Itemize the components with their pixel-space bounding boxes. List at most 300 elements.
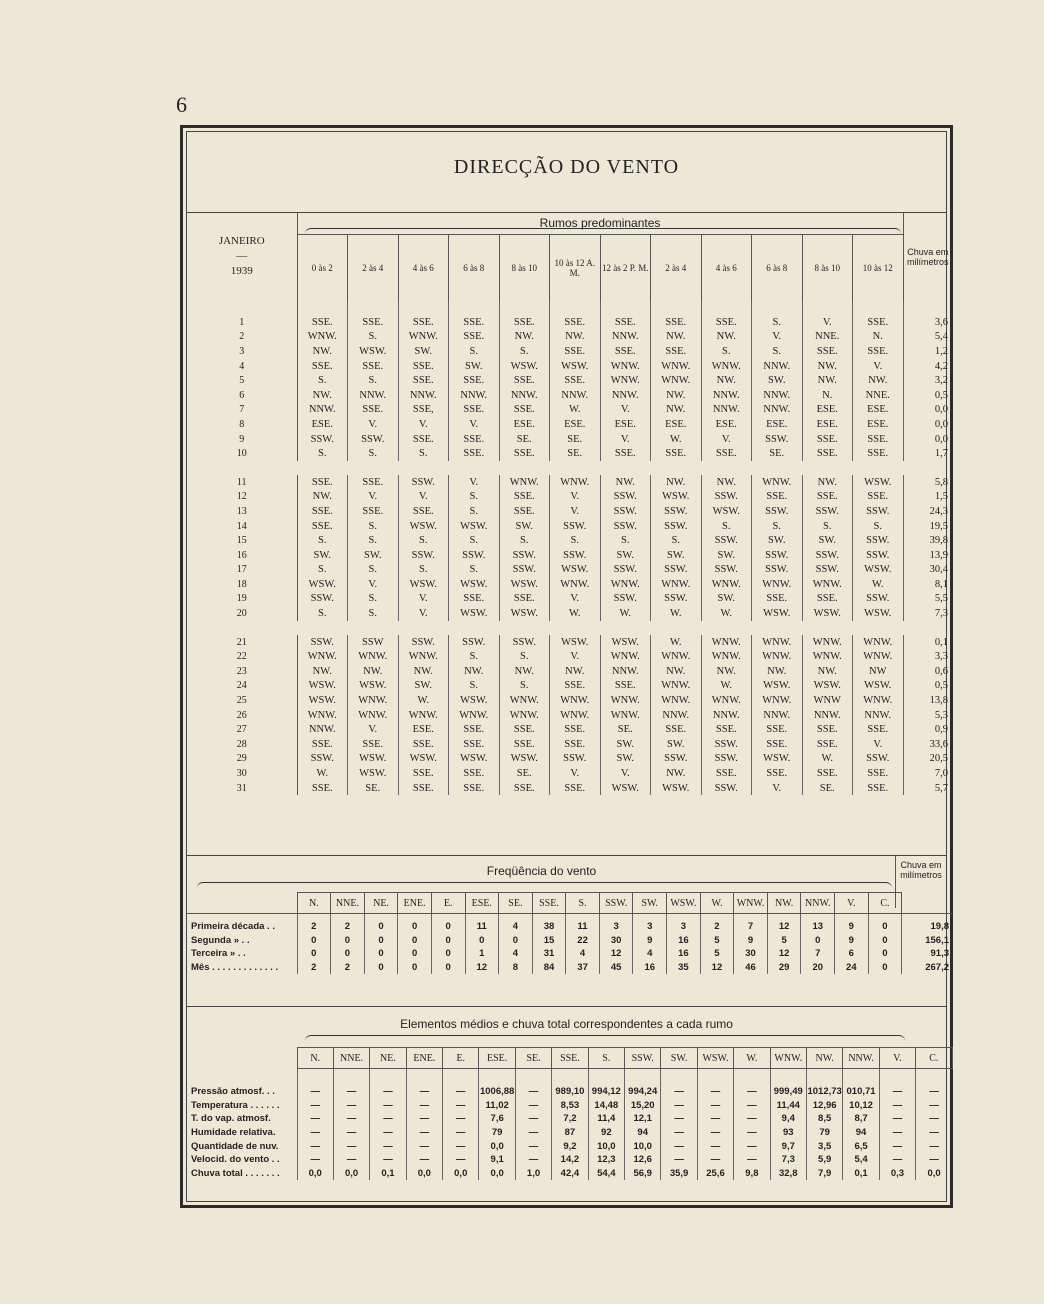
element-cell: — (333, 1112, 369, 1126)
period-header: 2 às 4 (348, 235, 399, 302)
element-cell: 0,0 (297, 1167, 333, 1181)
element-cell: 0,0 (333, 1167, 369, 1181)
direction-cell: SSE. (499, 592, 550, 607)
direction-cell: S. (348, 533, 399, 548)
element-cell: 010,71 (843, 1069, 879, 1099)
element-cell: — (661, 1126, 697, 1140)
element-cell: 0,0 (443, 1167, 479, 1181)
direction-cell: SSE. (853, 432, 904, 447)
direction-cell: WNW. (651, 373, 702, 388)
frequency-cell: 30 (734, 947, 768, 961)
element-cell: 0,0 (406, 1167, 442, 1181)
day-number: 4 (187, 359, 297, 374)
year-label: 1939 (230, 265, 253, 277)
direction-cell: SSE. (499, 722, 550, 737)
direction-cell: WNW. (499, 475, 550, 490)
rain-cell: 156,1 (902, 934, 952, 948)
direction-cell: SSE. (499, 781, 550, 796)
element-cell: — (297, 1126, 333, 1140)
direction-header: NW. (767, 893, 801, 914)
direction-cell: WSW. (802, 606, 853, 621)
frequency-rain-header: Chuva em milímetros (895, 856, 946, 908)
element-cell: 12,96 (806, 1099, 842, 1113)
frequency-cell: 0 (297, 934, 331, 948)
direction-cell: NW. (853, 373, 904, 388)
direction-cell: SW. (752, 373, 803, 388)
element-cell: — (916, 1153, 952, 1167)
direction-cell: NNW. (449, 388, 500, 403)
direction-cell: V. (802, 301, 853, 330)
frequency-cell: 0 (398, 914, 432, 934)
direction-header: NNE. (333, 1048, 369, 1069)
direction-header: SSW. (599, 893, 633, 914)
day-row (187, 548, 952, 563)
row-label: Primeira década . . (191, 921, 275, 933)
frequency-row (187, 914, 952, 934)
frequency-cell: 0 (431, 947, 465, 961)
element-cell: — (370, 1099, 406, 1113)
day-row (187, 403, 952, 418)
direction-cell: SSE. (651, 344, 702, 359)
element-cell: — (734, 1126, 770, 1140)
row-label: Segunda » . . (191, 934, 250, 946)
element-row (187, 1153, 952, 1167)
element-cell: 0,0 (479, 1139, 515, 1153)
blank-header (187, 893, 297, 914)
element-cell: — (443, 1112, 479, 1126)
direction-cell: SSE. (550, 679, 601, 694)
frequency-cell: 12 (767, 947, 801, 961)
direction-cell: S. (449, 679, 500, 694)
day-row (187, 722, 952, 737)
direction-cell: NW. (550, 330, 601, 345)
direction-cell: SSE. (853, 344, 904, 359)
day-number: 2 (187, 330, 297, 345)
rain-cell: 0,5 (903, 679, 952, 694)
element-row (187, 1112, 952, 1126)
direction-cell: SSW (348, 635, 399, 650)
direction-cell: NW. (651, 388, 702, 403)
direction-cell: SW. (348, 548, 399, 563)
period-header: 4 às 6 (398, 235, 449, 302)
element-cell: — (879, 1112, 915, 1126)
direction-cell: SSW. (600, 563, 651, 578)
direction-cell: WSW. (550, 359, 601, 374)
frequency-cell: 0 (297, 947, 331, 961)
direction-cell: NNW. (853, 708, 904, 723)
direction-cell: WSW. (853, 475, 904, 490)
direction-cell: SSE. (348, 475, 399, 490)
direction-cell: SSW. (752, 432, 803, 447)
rain-cell: 5,4 (903, 330, 952, 345)
direction-header: W. (734, 1048, 770, 1069)
rain-cell: 0,0 (903, 403, 952, 418)
day-number: 22 (187, 649, 297, 664)
element-cell: — (333, 1099, 369, 1113)
direction-cell: WNW. (802, 649, 853, 664)
day-row (187, 737, 952, 752)
day-number: 19 (187, 592, 297, 607)
day-number: 5 (187, 373, 297, 388)
element-cell: 35,9 (661, 1167, 697, 1181)
frequency-cell: 1 (465, 947, 499, 961)
direction-cell: SSE. (802, 344, 853, 359)
element-cell: — (734, 1112, 770, 1126)
direction-cell: NW. (651, 330, 702, 345)
direction-cell: WNW. (752, 475, 803, 490)
element-cell: 56,9 (625, 1167, 661, 1181)
direction-cell: SSW. (853, 533, 904, 548)
direction-cell: SSW. (701, 781, 752, 796)
direction-cell: W. (651, 432, 702, 447)
element-cell: 12,3 (588, 1153, 624, 1167)
direction-cell: V. (600, 403, 651, 418)
frequency-cell: 0 (868, 914, 902, 934)
day-number: 13 (187, 504, 297, 519)
direction-cell: SSW. (600, 504, 651, 519)
element-cell: — (734, 1139, 770, 1153)
frequency-cell: 4 (499, 914, 533, 934)
direction-cell: W. (701, 606, 752, 621)
element-cell: — (697, 1112, 733, 1126)
day-row (187, 359, 952, 374)
direction-cell: NW. (398, 664, 449, 679)
element-cell: — (515, 1099, 551, 1113)
direction-cell: WSW. (499, 359, 550, 374)
element-cell: 25,6 (697, 1167, 733, 1181)
direction-cell: SSW. (550, 548, 601, 563)
element-cell: 1012,73 (806, 1069, 842, 1099)
direction-cell: NNW. (651, 708, 702, 723)
direction-cell: WNW. (398, 708, 449, 723)
direction-cell: SSE. (297, 475, 348, 490)
rain-cell: 8,1 (903, 577, 952, 592)
frequency-cell: 0 (868, 947, 902, 961)
direction-cell: S. (348, 519, 399, 534)
element-cell: 0,3 (879, 1167, 915, 1181)
element-cell: 11,02 (479, 1099, 515, 1113)
frequency-brace (197, 882, 892, 891)
day-row (187, 330, 952, 345)
direction-cell: ESE. (853, 417, 904, 432)
day-row (187, 635, 952, 650)
day-number: 9 (187, 432, 297, 447)
direction-cell: SSE. (651, 446, 702, 461)
direction-cell: NW. (651, 403, 702, 418)
direction-cell: SSE. (348, 403, 399, 418)
day-number: 11 (187, 475, 297, 490)
element-cell: 994,12 (588, 1069, 624, 1099)
frequency-cell: 20 (801, 961, 835, 975)
direction-cell: SE. (802, 781, 853, 796)
direction-cell: SSE. (499, 504, 550, 519)
direction-cell: NW (853, 664, 904, 679)
direction-cell: SSE. (449, 432, 500, 447)
direction-cell: WSW. (600, 635, 651, 650)
direction-cell: SSW. (449, 548, 500, 563)
direction-cell: ESE. (550, 417, 601, 432)
direction-cell: SSE. (752, 592, 803, 607)
direction-cell: ESE. (853, 403, 904, 418)
direction-cell: SSE. (701, 446, 752, 461)
frequency-cell: 0 (331, 934, 365, 948)
direction-header: SSE. (552, 1048, 588, 1069)
spacer-cell (187, 461, 952, 475)
frequency-cell: 6 (835, 947, 869, 961)
element-cell: 14,2 (552, 1153, 588, 1167)
direction-cell: SSW. (398, 548, 449, 563)
direction-cell: V. (600, 432, 651, 447)
direction-cell: WNW. (701, 359, 752, 374)
day-number: 3 (187, 344, 297, 359)
direction-cell: SSE. (348, 301, 399, 330)
direction-cell: SW. (600, 548, 651, 563)
direction-cell: NW. (701, 664, 752, 679)
direction-cell: V. (348, 722, 399, 737)
direction-header: SW. (661, 1048, 697, 1069)
element-cell: — (370, 1126, 406, 1140)
frequency-cell: 11 (465, 914, 499, 934)
direction-cell: S. (449, 649, 500, 664)
element-row (187, 1099, 952, 1113)
direction-cell: SSE. (348, 504, 399, 519)
period-header: 10 às 12 A. M. (550, 235, 601, 302)
frequency-table-body (187, 914, 952, 975)
direction-header: WNW. (770, 1048, 806, 1069)
day-number: 16 (187, 548, 297, 563)
direction-cell: W. (550, 403, 601, 418)
direction-cell: SSW. (499, 635, 550, 650)
element-cell: 0,1 (370, 1167, 406, 1181)
direction-cell: SSE. (398, 737, 449, 752)
element-cell: 8,5 (806, 1112, 842, 1126)
direction-cell: WSW. (297, 679, 348, 694)
frequency-cell: 15 (532, 934, 566, 948)
direction-cell: NW. (802, 664, 853, 679)
direction-header: SE. (515, 1048, 551, 1069)
day-row (187, 373, 952, 388)
direction-cell: WNW. (651, 649, 702, 664)
direction-cell: SSW. (853, 592, 904, 607)
direction-cell: ESE. (600, 417, 651, 432)
day-number: 12 (187, 490, 297, 505)
direction-cell: SSW. (600, 490, 651, 505)
direction-cell: SE. (499, 432, 550, 447)
direction-cell: SW. (297, 548, 348, 563)
element-cell: — (370, 1153, 406, 1167)
direction-cell: SSW. (297, 432, 348, 447)
element-cell: 54,4 (588, 1167, 624, 1181)
direction-cell: NNW. (752, 388, 803, 403)
direction-cell: SSW. (600, 592, 651, 607)
day-number: 24 (187, 679, 297, 694)
direction-cell: SSW. (651, 592, 702, 607)
frequency-table (187, 892, 952, 974)
frequency-cell: 0 (499, 934, 533, 948)
direction-cell: ESE. (499, 417, 550, 432)
rain-cell: 5,3 (903, 708, 952, 723)
direction-cell: WSW. (752, 679, 803, 694)
element-cell: — (406, 1112, 442, 1126)
direction-cell: S. (348, 330, 399, 345)
frequency-section (187, 856, 949, 1007)
frequency-cell: 24 (835, 961, 869, 975)
element-cell: 9,2 (552, 1139, 588, 1153)
direction-cell: SSE. (752, 766, 803, 781)
direction-cell: SSE. (398, 301, 449, 330)
frequency-cell: 16 (667, 947, 701, 961)
direction-cell: SSE. (752, 490, 803, 505)
frequency-cell: 0 (801, 934, 835, 948)
period-header: 4 às 6 (701, 235, 752, 302)
elements-title: Elementos médios e chuva total correspondentes a cada rumo (400, 1017, 733, 1031)
frequency-cell: 30 (599, 934, 633, 948)
direction-cell: ESE. (651, 417, 702, 432)
direction-cell: SSE. (449, 737, 500, 752)
frequency-cell: 5 (767, 934, 801, 948)
direction-cell: WSW. (651, 490, 702, 505)
frequency-cell: 4 (499, 947, 533, 961)
day-row (187, 606, 952, 621)
direction-cell: NNW. (752, 403, 803, 418)
direction-cell: WSW. (297, 693, 348, 708)
direction-cell: WNW. (701, 635, 752, 650)
direction-cell: V. (853, 359, 904, 374)
direction-cell: S. (297, 446, 348, 461)
decade-spacer (187, 621, 952, 635)
element-cell: 7,9 (806, 1167, 842, 1181)
direction-header: NNE. (331, 893, 365, 914)
direction-header: ESE. (465, 893, 499, 914)
direction-cell: V. (398, 592, 449, 607)
direction-cell: WSW. (449, 606, 500, 621)
direction-cell: WSW. (853, 563, 904, 578)
direction-cell: WSW. (802, 679, 853, 694)
direction-cell: SSE. (600, 344, 651, 359)
direction-cell: WSW. (752, 752, 803, 767)
day-number: 23 (187, 664, 297, 679)
direction-cell: SSE. (297, 737, 348, 752)
direction-cell: V. (550, 490, 601, 505)
direction-cell: SSW. (701, 533, 752, 548)
direction-cell: SSW. (853, 548, 904, 563)
direction-header: W. (700, 893, 734, 914)
element-cell: 8,7 (843, 1112, 879, 1126)
frequency-cell: 0 (868, 961, 902, 975)
direction-cell: SSE. (348, 359, 399, 374)
direction-cell: SSE. (398, 359, 449, 374)
direction-cell: NW. (297, 664, 348, 679)
direction-cell: SSE. (550, 373, 601, 388)
element-cell: — (916, 1099, 952, 1113)
frequency-cell: 0 (331, 947, 365, 961)
month-header (187, 212, 297, 301)
direction-cell: WSW. (449, 577, 500, 592)
element-cell: — (370, 1139, 406, 1153)
direction-cell: SW. (651, 737, 702, 752)
element-cell: 999,49 (770, 1069, 806, 1099)
element-cell: — (697, 1153, 733, 1167)
direction-cell: WNW. (600, 577, 651, 592)
direction-cell: S. (651, 533, 702, 548)
direction-cell: SSW. (297, 752, 348, 767)
direction-cell: SSE. (449, 403, 500, 418)
direction-cell: SW. (701, 548, 752, 563)
frequency-title: Freqüência do vento (486, 864, 597, 878)
row-label: Terceira » . . (191, 948, 246, 960)
element-cell: 92 (588, 1126, 624, 1140)
direction-cell: SSE. (398, 504, 449, 519)
direction-cell: SSE. (802, 722, 853, 737)
day-row (187, 577, 952, 592)
direction-cell: N. (853, 330, 904, 345)
direction-cell: SSW. (701, 490, 752, 505)
period-header: 6 às 8 (449, 235, 500, 302)
direction-cell: V. (550, 649, 601, 664)
day-row (187, 301, 952, 330)
direction-cell: SSE. (449, 446, 500, 461)
direction-cell: WSW. (449, 752, 500, 767)
direction-cell: WSW. (348, 766, 399, 781)
direction-cell: S. (600, 533, 651, 548)
direction-cell: NW. (802, 373, 853, 388)
element-row (187, 1167, 952, 1181)
direction-cell: SE. (752, 446, 803, 461)
direction-cell: S. (398, 533, 449, 548)
element-cell: — (734, 1153, 770, 1167)
direction-cell: V. (398, 417, 449, 432)
direction-cell: S. (449, 344, 500, 359)
direction-cell: WNW. (752, 649, 803, 664)
frequency-cell: 8 (499, 961, 533, 975)
day-number: 31 (187, 781, 297, 796)
day-number: 10 (187, 446, 297, 461)
direction-cell: V. (550, 766, 601, 781)
direction-cell: SSE. (398, 373, 449, 388)
direction-cell: SSE. (499, 403, 550, 418)
table-frame (180, 125, 953, 1208)
day-number: 1 (187, 301, 297, 330)
direction-cell: NNW. (802, 708, 853, 723)
frequency-cell: 12 (599, 947, 633, 961)
period-header-row (187, 235, 952, 302)
rain-cell: 13,9 (903, 548, 952, 563)
direction-cell: SSE. (398, 432, 449, 447)
day-row (187, 446, 952, 461)
direction-cell: SSE. (600, 679, 651, 694)
direction-cell: WNW. (701, 649, 752, 664)
element-cell: 14,48 (588, 1099, 624, 1113)
direction-cell: W. (802, 752, 853, 767)
element-cell: — (916, 1112, 952, 1126)
frequency-cell: 46 (734, 961, 768, 975)
element-cell: — (661, 1069, 697, 1099)
element-cell: 11,4 (588, 1112, 624, 1126)
day-number: 30 (187, 766, 297, 781)
rain-cell: 13,8 (903, 693, 952, 708)
direction-header: C. (868, 893, 902, 914)
direction-cell: NNW. (752, 708, 803, 723)
group-header: Rumos predominantes (539, 216, 661, 230)
direction-cell: NW. (701, 475, 752, 490)
element-cell: — (661, 1112, 697, 1126)
direction-header: N. (297, 893, 331, 914)
frequency-cell: 9 (835, 914, 869, 934)
page-title: DIRECÇÃO DO VENTO (453, 156, 680, 178)
element-cell: — (515, 1139, 551, 1153)
element-cell: 42,4 (552, 1167, 588, 1181)
element-cell: 7,6 (479, 1112, 515, 1126)
